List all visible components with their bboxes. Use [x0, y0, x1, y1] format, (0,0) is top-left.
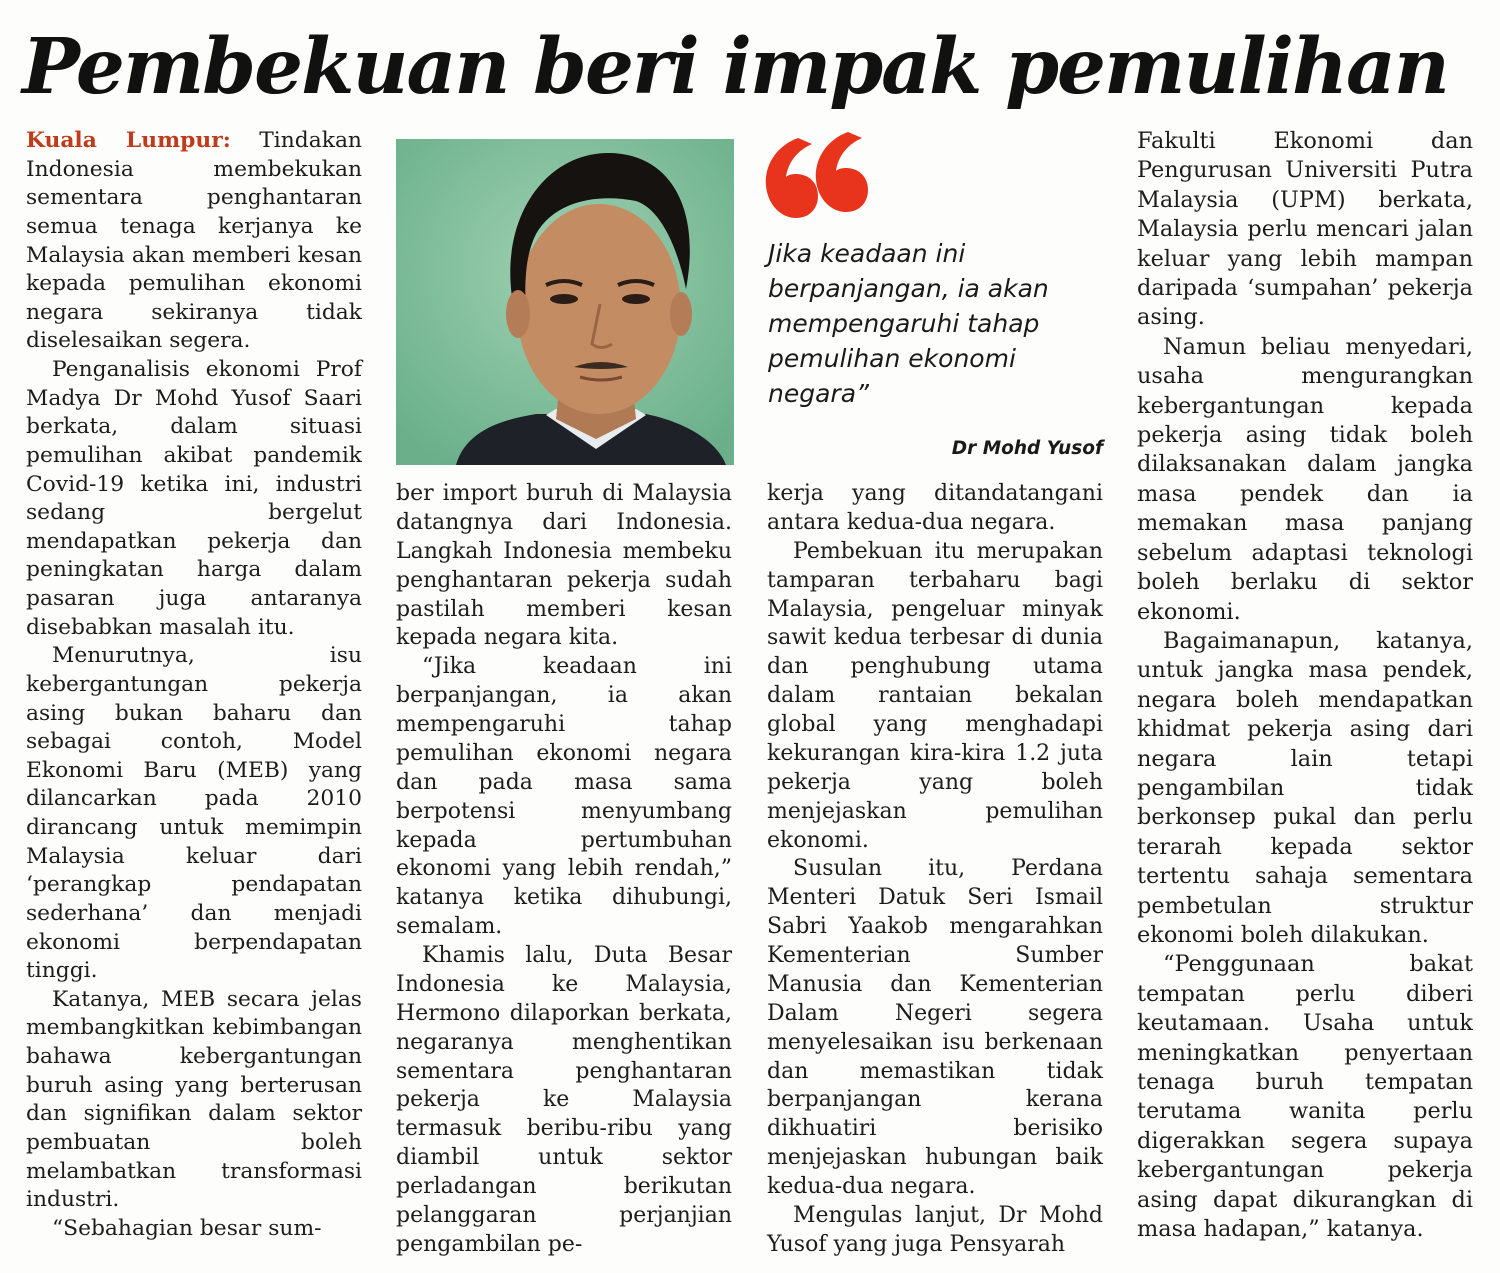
paragraph: ber import buruh di Malaysia datangnya dari Indonesia. Langkah Indonesia membeku penghantaran pekerja sudah pastilah memberi kesan kepada negara kita.	[396, 481, 732, 651]
paragraph: Penganalisis ekonomi Prof Madya Dr Mohd Yusof Saari berkata, dalam situasi pemulihan akibat pandemik Covid-19 ketika ini, industri sedang bergelut mendapatkan pekerja dan peningkatan harga dalam pasaran juga antaranya disebabkan masalah itu.	[26, 357, 362, 640]
portrait-photo	[396, 139, 734, 465]
dateline: Kuala Lumpur:	[26, 128, 231, 153]
paragraph: kerja yang ditandatangani antara kedua-dua negara.	[767, 481, 1103, 535]
paragraph: Khamis lalu, Duta Besar Indonesia ke Malaysia, Hermono dilaporkan berkata, negaranya menghentikan sementara penghantaran pekerja ke Malaysia termasuk beribu-ribu yang diambil untuk sektor perladangan berikutan pelanggaran perjanjian pengambilan pe-	[396, 943, 732, 1257]
paragraph: Fakulti Ekonomi dan Pengurusan Universiti Putra Malaysia (UPM) berkata, Malaysia perlu mencari jalan keluar yang lebih mampan daripada ‘sumpahan’ pekerja asing.	[1137, 128, 1473, 331]
paragraph: Susulan itu, Perdana Menteri Datuk Seri Ismail Sabri Yaakob mengarahkan Kementerian Sumber Manusia dan Kementerian Dalam Negeri segera menyelesaikan isu berkenaan dan memastikan tidak berpanjangan kerana dikhuatiri berisiko menjejaskan hubungan baik kedua-dua negara.	[767, 856, 1103, 1199]
article-column-3	[767, 480, 1103, 1260]
paragraph: “Penggunaan bakat tempatan perlu diberi keutamaan. Usaha untuk meningkatkan penyertaan tenaga buruh tempatan terutama wanita perlu digerakkan segera supaya kebergantungan pekerja asing dapat dikurangkan di masa hadapan,” katanya.	[1137, 951, 1473, 1243]
paragraph: Kuala Lumpur: Tindakan Indonesia membekukan sementara penghantaran semua tenaga kerjanya ke Malaysia akan memberi kesan kepada pemulihan ekonomi negara sekiranya tidak diselesaikan segera.	[26, 128, 362, 354]
article-column-2	[396, 480, 732, 1260]
paragraph: Mengulas lanjut, Dr Mohd Yusof yang juga Pensyarah	[767, 1202, 1103, 1257]
article-column-4	[1137, 127, 1473, 1244]
paragraph: “Sebahagian besar sum-	[52, 1215, 322, 1241]
headline: Pembekuan beri impak pemulihan	[22, 22, 1448, 112]
paragraph: Bagaimanapun, katanya, untuk jangka masa pendek, negara boleh mendapatkan khidmat pekerja asing dari negara lain tetapi pengambilan tidak berkonsep pukal dan perlu terarah kepada sektor tertentu sahaja sementara pembetulan struktur ekonomi boleh dilakukan.	[1137, 627, 1473, 948]
paragraph: Katanya, MEB secara jelas membangkitkan kebimbangan bahawa kebergantungan buruh asing yang berterusan dan signifikan dalam sektor pembuatan boleh melambatkan transformasi industri.	[26, 986, 362, 1213]
pull-quote: Jika keadaan ini berpanjangan, ia akan mempengaruhi tahap pemulihan ekonomi negara”	[768, 239, 1049, 408]
paragraph: Menurutnya, isu kebergantungan pekerja asing bukan baharu dan sebagai contoh, Model Ekonomi Baru (MEB) yang dilancarkan pada 2010 dirancang untuk memimpin Malaysia keluar dari ‘perangkap pendapatan sederhana’ dan menjadi ekonomi berpendapatan tinggi.	[26, 643, 362, 984]
article-column-1	[26, 127, 362, 1243]
paragraph: Pembekuan itu merupakan tamparan terbaharu bagi Malaysia, pengeluar minyak sawit kedua terbesar di dunia dan penghubung utama dalam rantaian bekalan global yang menghadapi kekurangan kira-kira 1.2 juta pekerja yang boleh menjejaskan pemulihan ekonomi.	[767, 538, 1103, 853]
quote-mark-icon	[762, 122, 872, 222]
paragraph: “Jika keadaan ini berpanjangan, ia akan mempengaruhi tahap pemulihan ekonomi negara dan pada masa sama berpotensi menyumbang kepada pertumbuhan ekonomi yang lebih rendah,” katanya ketika dihubungi, semalam.	[396, 654, 732, 940]
paragraph: Namun beliau menyedari, usaha mengurangkan kebergantungan kepada pekerja asing tidak boleh dilaksanakan dalam jangka masa pendek dan ia memakan masa panjang sebelum adaptasi teknologi boleh berlaku di sektor ekonomi.	[1137, 333, 1473, 625]
pull-quote-attribution: Dr Mohd Yusof	[951, 438, 1103, 459]
